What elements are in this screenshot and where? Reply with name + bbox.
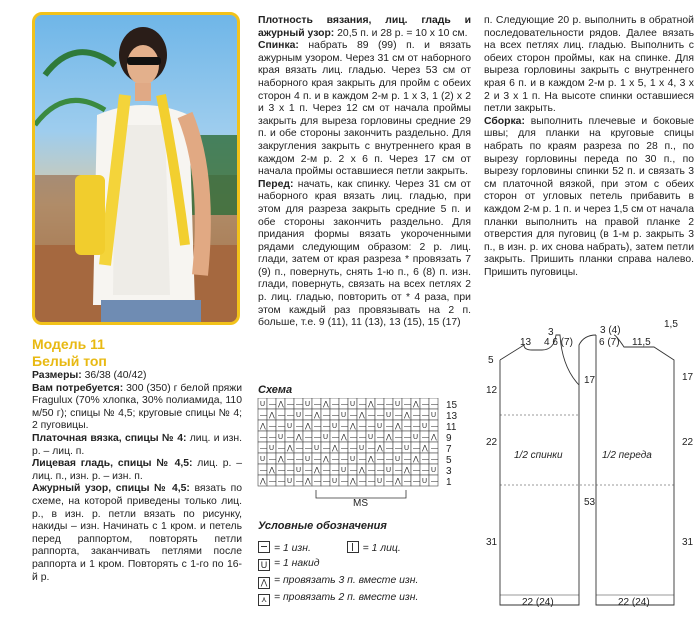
legend-row-1 — [258, 541, 401, 556]
chart-symbol: — — [350, 412, 357, 419]
chart-symbol: — — [404, 434, 411, 441]
chart-symbol: — — [422, 401, 429, 408]
chart-symbol: ⋀ — [368, 401, 374, 408]
back-outline — [500, 335, 579, 605]
chart-symbol: — — [404, 478, 411, 485]
chart-symbol: — — [332, 467, 339, 474]
dim-neck-back: 4 6 (7) — [544, 337, 573, 348]
row-number: 3 — [446, 466, 452, 477]
chart-symbol: — — [332, 456, 339, 463]
chart-symbol: — — [422, 434, 429, 441]
legend-purl: = 1 изн. — [274, 543, 311, 554]
chart-symbol: — — [305, 445, 312, 452]
chart-symbol: — — [269, 401, 276, 408]
chart-symbol: — — [287, 412, 294, 419]
chart-symbol: — — [323, 467, 330, 474]
assembly-paragraph — [484, 116, 694, 280]
chart-symbol: ⋀ — [386, 434, 392, 441]
chart-symbol: — — [377, 467, 384, 474]
stockinette-label: Лицевая гладь, спицы № 4,5: — [32, 458, 193, 470]
garter-paragraph — [32, 433, 242, 458]
chart-symbol: — — [269, 423, 276, 430]
dim-12: 12 — [486, 385, 498, 396]
chart-symbol: — — [422, 467, 429, 474]
chart-symbol: — — [269, 434, 276, 441]
lace-label: Ажурный узор, спицы № 4,5: — [32, 483, 190, 495]
gauge-label: Плотность вязания, лиц. гладь и ажурный узор: — [258, 15, 471, 39]
model-number: Модель 11 — [32, 336, 105, 352]
chart-symbol: — — [431, 401, 438, 408]
chart-symbol: — — [341, 423, 348, 430]
chart-symbol: U — [260, 456, 266, 463]
model-name: Белый топ — [32, 353, 107, 369]
dim-bottom-back: 22 (24) — [522, 597, 554, 608]
two-together-symbol-icon: ⋏ — [258, 594, 270, 606]
row-number: 13 — [446, 411, 458, 422]
back-label: Спинка: — [258, 40, 299, 52]
legend-title: Условные обозначения — [258, 520, 387, 532]
front-value: начать, как спинку. Через 31 см от наборного края вязать лиц. гладью, при этом для разреза закрыть средние 5 п. и обе стороны закончить раздельно. Для придания формы вязать укороченными рядами следующим образом: 2 р. лиц. глади, затем от края разреза * провязать 7 (9) п., повернуть, снять 1-ю п., 6 (8) п. изн. глади, повернуть, связать на всех петлях 2 р. лиц. гладью, повторить от * 4 раза, при этом каждый раз провязывать на 2 п. больше, т.е. 9 (11), 11 (13), 13 (15), 15 (17) — [258, 178, 471, 329]
gauge-value: 20,5 п. и 28 р. = 10 х 10 см. — [334, 27, 468, 39]
chart-symbol: — — [368, 467, 375, 474]
back-label: 1/2 спинки — [514, 450, 563, 461]
chart-symbol: — — [287, 401, 294, 408]
back-value: набрать 89 (99) п. и вязать ажурным узором. Через 31 см от наборного края вязать лиц. гладью. Через 53 см от наборного края закрыть для пройм с обеих сторон 4 п. и в каждом 2-м р. 1 х 3, 1 (2) х 2 и 3 х 1 п. Через 12 см от начала проймы закрыть для выреза горловины средние 29 п. и обе стороны закончить раздельно. Для закругления закрыть с внутреннего края в каждом 2-м р. 2 х 6 п. Через 17 см от начала проймы оставшиеся петли закрыть. — [258, 40, 471, 178]
chart-symbol: — — [431, 456, 438, 463]
chart-symbol: ⋀ — [332, 445, 338, 452]
chart-symbol: ⋀ — [323, 401, 329, 408]
chart-symbol: U — [395, 401, 401, 408]
chart-symbol: — — [431, 478, 438, 485]
chart-title: Схема — [258, 384, 293, 396]
chart-symbol: U — [323, 434, 329, 441]
chart-symbol: — — [314, 456, 321, 463]
chart-symbol: — — [314, 434, 321, 441]
chart-symbol: ⋀ — [260, 478, 266, 485]
dim-17-right: 17 — [682, 372, 694, 383]
chart-symbol: — — [350, 467, 357, 474]
chart-symbol: — — [422, 456, 429, 463]
lace-value: вязать по схеме, на которой приведены только лиц. р., в изн. р. петли вязать по рисунку, накиды – изн. Начинать с 1 кром. и петель перед раппортом, повторять петли раппорта, заканчивать петлями после раппорта и 1 кром. Повторять с 1-го по 16-й р. — [32, 483, 242, 583]
chart-symbol: — — [413, 423, 420, 430]
chart-symbol: ⋀ — [350, 423, 356, 430]
chart-symbol: — — [296, 401, 303, 408]
chart-row-numbers — [446, 400, 458, 488]
chart-symbol: — — [296, 445, 303, 452]
chart-symbol: — — [260, 412, 267, 419]
materials-paragraph — [32, 383, 242, 433]
chart-symbol: ⋀ — [269, 412, 275, 419]
chart-symbol: U — [287, 478, 293, 485]
chart-symbol: — — [278, 478, 285, 485]
left-column — [32, 370, 242, 584]
chart-symbol: — — [422, 412, 429, 419]
row-number: 9 — [446, 433, 452, 444]
chart-symbol: ⋀ — [305, 478, 311, 485]
chart-symbol: U — [395, 456, 401, 463]
garment-schematic — [484, 315, 699, 615]
chart-symbol: ⋀ — [323, 456, 329, 463]
chart-symbol: — — [359, 401, 366, 408]
chart-symbol: — — [368, 445, 375, 452]
legend-two-together: = провязать 2 п. вместе изн. — [274, 592, 419, 603]
chart-symbol: U — [431, 412, 437, 419]
chart-symbol: — — [359, 478, 366, 485]
chart-symbol: U — [368, 434, 374, 441]
chart-symbol: ⋀ — [377, 445, 383, 452]
chart-symbol: — — [395, 445, 402, 452]
chart-symbol: — — [287, 434, 294, 441]
chart-symbol: U — [422, 478, 428, 485]
chart-symbol: ⋀ — [287, 445, 293, 452]
dim-17: 17 — [584, 375, 596, 386]
chart-symbol: — — [395, 434, 402, 441]
chart-symbol: — — [413, 445, 420, 452]
sizes-value: 36/38 (40/42) — [81, 370, 147, 381]
chart-symbol: ⋀ — [341, 434, 347, 441]
chart-symbol: U — [377, 423, 383, 430]
chart-symbol: — — [404, 456, 411, 463]
lace-paragraph — [32, 483, 242, 584]
chart-symbol: — — [278, 467, 285, 474]
back-paragraph — [258, 40, 471, 179]
dim-neck-front: 6 (7) — [599, 337, 620, 348]
dim-top-1-5: 1,5 — [664, 319, 678, 330]
chart-symbol: U — [269, 445, 275, 452]
front-paragraph — [258, 179, 471, 330]
chart-symbol: ⋀ — [404, 467, 410, 474]
chart-symbol: U — [314, 445, 320, 452]
chart-symbol: ⋀ — [350, 478, 356, 485]
chart-symbol: — — [341, 401, 348, 408]
chart-symbol: — — [296, 456, 303, 463]
chart-symbol: — — [269, 478, 276, 485]
front-label: Перед: — [258, 178, 294, 190]
dim-top-13: 13 — [520, 337, 532, 348]
chart-symbol: — — [323, 423, 330, 430]
chart-symbol: ⋀ — [395, 478, 401, 485]
chart-symbol: U — [296, 412, 302, 419]
model-photo — [32, 12, 240, 325]
chart-symbol: — — [350, 445, 357, 452]
chart-symbol: U — [341, 467, 347, 474]
chart-symbol: — — [377, 412, 384, 419]
chart-symbol: ⋀ — [305, 423, 311, 430]
chart-symbol: ⋀ — [314, 467, 320, 474]
chart-symbol: U — [359, 445, 365, 452]
chart-symbol: — — [332, 434, 339, 441]
dim-31-right: 31 — [682, 537, 694, 548]
chart-symbol: — — [332, 401, 339, 408]
row-number: 15 — [446, 400, 458, 411]
chart-symbol: — — [323, 445, 330, 452]
chart-symbol: — — [413, 467, 420, 474]
legend-row-3 — [258, 575, 418, 589]
middle-column — [258, 15, 471, 330]
chart-symbol: U — [413, 434, 419, 441]
materials-label: Вам потребуется: — [32, 382, 124, 394]
assembly-label: Сборка: — [484, 115, 525, 127]
row-number: 5 — [446, 455, 452, 466]
chart-symbol: — — [305, 467, 312, 474]
three-together-symbol-icon: ⋀ — [258, 577, 270, 589]
dim-22-right: 22 — [682, 437, 694, 448]
ms-label: MS — [353, 498, 368, 508]
chart-symbol: — — [305, 412, 312, 419]
chart-symbol: — — [386, 445, 393, 452]
chart-symbol: — — [323, 478, 330, 485]
chart-symbol: ⋀ — [395, 423, 401, 430]
chart-symbol: — — [350, 434, 357, 441]
chart-symbol: — — [260, 467, 267, 474]
chart-symbol: U — [404, 445, 410, 452]
chart-symbol: — — [314, 478, 321, 485]
chart-symbol: ⋀ — [413, 456, 419, 463]
chart-symbol: — — [341, 456, 348, 463]
legend-yarn-over: = 1 накид — [274, 558, 320, 569]
chart-symbol: — — [341, 445, 348, 452]
chart-symbol: U — [332, 423, 338, 430]
dim-bottom-front: 22 (24) — [618, 597, 650, 608]
dim-5: 5 — [488, 355, 494, 366]
chart-symbol: — — [386, 456, 393, 463]
dim-22: 22 — [486, 437, 498, 448]
chart-symbol: — — [431, 423, 438, 430]
chart-symbol: ⋀ — [296, 434, 302, 441]
row-number: 7 — [446, 444, 452, 455]
dim-shoulder-front: 11,5 — [632, 337, 651, 348]
chart-symbol: U — [377, 478, 383, 485]
chart-symbol: ⋀ — [368, 456, 374, 463]
row-number: 11 — [446, 422, 457, 433]
chart-symbol: U — [260, 401, 266, 408]
chart-symbol: ⋀ — [314, 412, 320, 419]
chart-symbol: ⋀ — [278, 456, 284, 463]
dim-top-3-4: 3 (4) — [600, 325, 621, 336]
front-label: 1/2 переда — [602, 450, 652, 461]
chart-symbol: ⋀ — [404, 412, 410, 419]
chart-symbol: — — [278, 445, 285, 452]
chart-symbol: — — [269, 456, 276, 463]
chart-symbol: ⋀ — [278, 401, 284, 408]
chart-symbol: — — [278, 412, 285, 419]
chart-symbol: U — [332, 478, 338, 485]
chart-symbol: U — [296, 467, 302, 474]
chart-symbol: — — [359, 434, 366, 441]
chart-symbol: — — [404, 423, 411, 430]
stockinette-paragraph — [32, 458, 242, 483]
chart-symbol: — — [386, 401, 393, 408]
chart-symbol: ⋀ — [422, 445, 428, 452]
chart-symbol: — — [368, 478, 375, 485]
chart-symbol: U — [431, 467, 437, 474]
chart-symbol: — — [359, 456, 366, 463]
continued-paragraph: п. Следующие 20 р. выполнить в обратной последовательности рядов. Далее вязать на всех петлях лиц. гладью. Выполнить с обеих сторон проймы, как на спинке. Для выреза горловины закрыть с внутреннего края 6 п. и в каждом 2-м р. 1 х 5, 1 х 4, 3 х 2 и 3 х 1 п. На высоте спинки оставшиеся петли закрыть. — [484, 15, 694, 115]
chart-symbol: ⋀ — [359, 467, 365, 474]
materials-value: 300 (350) г белой пряжи Fragulux (70% хлопка, 30% полиамида, 110 м/50 г); спицы № 4,5; круговые спицы № 4; 2 пуговицы. — [32, 382, 242, 432]
chart-symbol: — — [431, 445, 438, 452]
chart-symbol: ⋀ — [260, 423, 266, 430]
chart-symbol: — — [278, 423, 285, 430]
chart-symbol: — — [314, 401, 321, 408]
chart-symbol: — — [260, 445, 267, 452]
chart-symbol: U — [386, 467, 392, 474]
yarn-over-symbol-icon: U — [258, 559, 270, 571]
knitting-chart — [256, 398, 466, 508]
chart-symbol: — — [386, 478, 393, 485]
chart-symbol: — — [395, 467, 402, 474]
chart-symbol: U — [386, 412, 392, 419]
assembly-value: выполнить плечевые и боковые швы; для планки на круговые спицы набрать по краям разреза по 28 п., по вырезу горловины переда по 30 п., по вырезу горловины спинки 52 п. и связать 3 см платочной вязкой, при этом с обеих сторон от угловых петель прибавить в каждом 2-м р. 1 п. и через 1,5 см от начала планки выполнить на правой планке 2 отверстия для пуговиц (в 1-м р. закрыть 3 п., в изн. р. их снова набрать), затем петли закрыть. Пришить планки справа налево. Пришить пуговицы. — [484, 115, 694, 278]
chart-symbol: U — [350, 456, 356, 463]
chart-symbol: U — [341, 412, 347, 419]
chart-symbol: — — [368, 412, 375, 419]
chart-symbol: — — [260, 434, 267, 441]
dim-top-3: 3 — [548, 327, 554, 338]
chart-symbol: — — [287, 467, 294, 474]
gauge-paragraph — [258, 15, 471, 40]
legend-knit: = 1 лиц. — [362, 543, 401, 554]
chart-symbol: — — [314, 423, 321, 430]
model-title — [32, 336, 107, 370]
legend-three-together: = провязать 3 п. вместе изн. — [274, 575, 419, 586]
chart-symbol: U — [350, 401, 356, 408]
chart-symbol: U — [278, 434, 284, 441]
chart-symbol: — — [359, 423, 366, 430]
chart-symbol: — — [377, 401, 384, 408]
chart-symbol: U — [287, 423, 293, 430]
chart-symbol: — — [296, 478, 303, 485]
chart-symbol: — — [287, 456, 294, 463]
front-outline — [596, 335, 674, 605]
chart-symbol: — — [404, 401, 411, 408]
ms-bracket — [316, 490, 406, 498]
dim-31: 31 — [486, 537, 498, 548]
chart-symbol: — — [386, 423, 393, 430]
chart-symbol: U — [305, 456, 311, 463]
sizes-label: Размеры: — [32, 370, 82, 381]
chart-symbol: U — [422, 423, 428, 430]
dim-53: 53 — [584, 497, 596, 508]
legend-row-4 — [258, 592, 418, 606]
garter-value: лиц. и изн. р. – лиц. п. — [32, 432, 242, 457]
sizes-paragraph — [32, 370, 242, 383]
chart-symbol: U — [305, 401, 311, 408]
garter-label: Платочная вязка, спицы № 4: — [32, 432, 187, 444]
chart-symbol: — — [413, 412, 420, 419]
row-number: 1 — [446, 477, 452, 488]
chart-symbol: ⋀ — [431, 434, 437, 441]
chart-grid — [258, 398, 438, 486]
chart-symbol: — — [296, 423, 303, 430]
chart-symbol: — — [377, 434, 384, 441]
purl-symbol-icon — [258, 541, 270, 553]
chart-symbol: — — [305, 434, 312, 441]
legend-row-2 — [258, 558, 320, 571]
chart-symbol: ⋀ — [269, 467, 275, 474]
photo-illustration — [35, 15, 237, 322]
stockinette-value: лиц. р. – лиц. п., изн. р. – изн. п. — [32, 458, 243, 482]
chart-symbol: ⋀ — [413, 401, 419, 408]
chart-symbol: ⋀ — [359, 412, 365, 419]
chart-symbol: — — [368, 423, 375, 430]
chart-symbol: — — [413, 478, 420, 485]
chart-symbol: — — [323, 412, 330, 419]
right-column — [484, 15, 694, 279]
knit-symbol-icon — [347, 541, 359, 553]
chart-symbol: — — [341, 478, 348, 485]
chart-symbol: — — [395, 412, 402, 419]
chart-symbol: — — [332, 412, 339, 419]
chart-symbol: — — [377, 456, 384, 463]
